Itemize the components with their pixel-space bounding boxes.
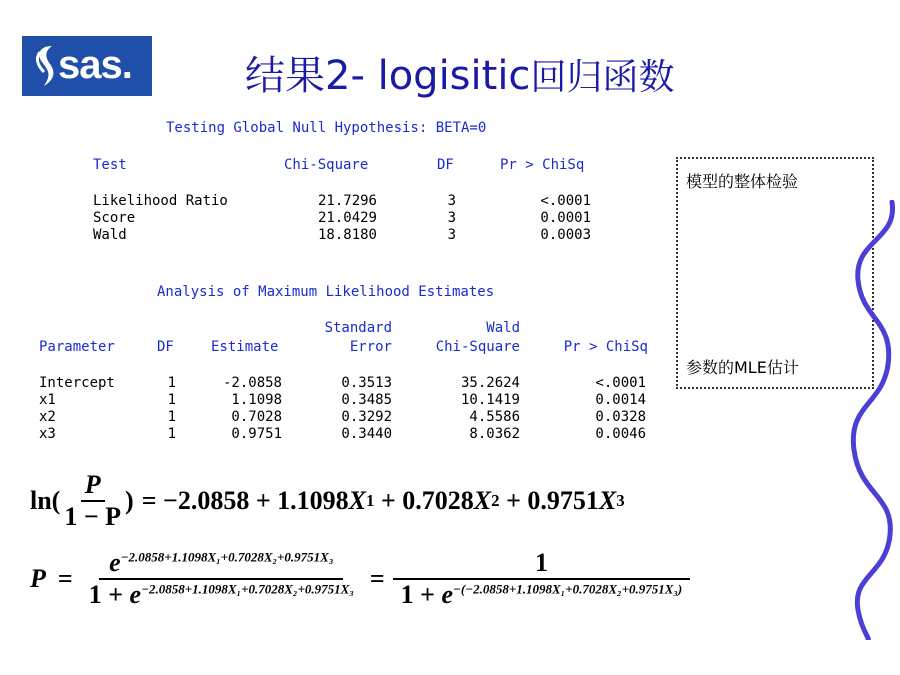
mle-row-est: 0.9751 xyxy=(231,426,282,442)
mle-row-chisq: 35.2624 xyxy=(460,375,520,391)
gt-col-df: DF xyxy=(437,157,454,173)
logit-equation xyxy=(30,470,625,532)
eq1-numerator: P xyxy=(81,470,105,502)
mle-row-est: 0.7028 xyxy=(231,409,282,425)
mle-row-err: 0.3485 xyxy=(341,392,392,408)
eq2-den2-e: e xyxy=(441,579,454,609)
mle-row-pr: 0.0328 xyxy=(595,409,646,425)
mle-row-pr: <.0001 xyxy=(595,375,646,391)
slide-title xyxy=(245,48,674,106)
mle-row-param: x1 xyxy=(39,392,56,408)
eq1-sub1: 1 xyxy=(366,490,375,510)
sas-logo xyxy=(22,36,152,96)
title-suffix: 回归函数 xyxy=(530,57,675,98)
eq1-x2: X xyxy=(473,485,492,515)
mle-col-chisq: Chi-Square xyxy=(435,339,520,355)
eq1-sub3: 3 xyxy=(616,490,625,510)
mle-col-std: Standard xyxy=(324,320,392,336)
mle-row-est: -2.0858 xyxy=(222,375,282,391)
eq1-close: ) xyxy=(125,485,134,515)
eq2-fraction-2 xyxy=(397,548,687,610)
mle-row-pr: 0.0014 xyxy=(595,392,646,408)
mle-col-df: DF xyxy=(157,339,174,355)
mle-row-err: 0.3440 xyxy=(341,426,392,442)
mle-row-err: 0.3292 xyxy=(341,409,392,425)
eq2-exp2: −2.0858+1.1098X₁+0.7028X₂+0.9751X₃ xyxy=(141,581,354,597)
mle-col-param: Parameter xyxy=(39,339,115,355)
eq2-equals-2: = xyxy=(369,563,385,593)
probability-equation xyxy=(30,548,686,610)
mle-row-chisq: 8.0362 xyxy=(469,426,520,442)
eq2-exp3: −(−2.0858+1.1098X₁+0.7028X₂+0.9751X₃) xyxy=(453,581,683,597)
eq1-rhs: = −2.0858 + 1.1098 xyxy=(141,485,349,515)
title-prefix: 结果2- logisitic xyxy=(245,53,531,99)
eq1-term3: + 0.9751 xyxy=(499,485,599,515)
eq1-x1: X xyxy=(348,485,367,515)
mle-row-pr: 0.0046 xyxy=(595,426,646,442)
gt-row-pr: 0.0001 xyxy=(540,210,591,226)
eq2-fraction-1 xyxy=(85,548,358,610)
eq2-den xyxy=(85,580,358,610)
eq2-exp1: −2.0858+1.1098X₁+0.7028X₂+0.9751X₃ xyxy=(120,549,334,565)
mle-heading: Analysis of Maximum Likelihood Estimates xyxy=(157,284,495,300)
logo-text: sas. xyxy=(58,43,132,87)
mle-row-df: 1 xyxy=(167,409,176,425)
eq1-x3: X xyxy=(598,485,617,515)
eq2-den-prefix: 1 + xyxy=(88,579,130,609)
eq1-fraction xyxy=(60,470,125,532)
eq1-term2: + 0.7028 xyxy=(374,485,474,515)
gt-row-pr: <.0001 xyxy=(540,193,591,209)
mle-col-est: Estimate xyxy=(211,339,279,355)
global-test-heading: Testing Global Null Hypothesis: BETA=0 xyxy=(166,120,487,136)
eq1-sub2: 2 xyxy=(491,490,500,510)
gt-row-label: Score xyxy=(93,210,136,226)
gt-col-chisq: Chi-Square xyxy=(284,157,369,173)
eq2-e: e xyxy=(109,548,121,577)
mle-col-err: Error xyxy=(349,339,392,355)
gt-row-df: 3 xyxy=(447,227,456,243)
mle-row-param: x3 xyxy=(39,426,56,442)
mle-row-param: Intercept xyxy=(39,375,115,391)
eq2-lhs: P xyxy=(30,563,46,593)
eq1-denominator: 1 − P xyxy=(64,501,122,531)
gt-col-pr: Pr > ChiSq xyxy=(500,157,585,173)
decorative-wave xyxy=(840,200,900,640)
eq2-equals: = xyxy=(57,563,73,593)
mle-row-param: x2 xyxy=(39,409,56,425)
mle-row-df: 1 xyxy=(167,392,176,408)
eq2-den2-prefix: 1 + xyxy=(400,579,442,609)
eq2-den-e: e xyxy=(129,579,142,609)
gt-row-pr: 0.0003 xyxy=(540,227,591,243)
mle-row-df: 1 xyxy=(167,375,176,391)
eq2-den2 xyxy=(397,580,687,610)
mle-row-chisq: 10.1419 xyxy=(460,392,520,408)
gt-row-chisq: 21.0429 xyxy=(317,210,377,226)
mle-row-df: 1 xyxy=(167,426,176,442)
gt-row-df: 3 xyxy=(447,210,456,226)
mle-col-pr: Pr > ChiSq xyxy=(563,339,648,355)
gt-col-test: Test xyxy=(93,157,127,173)
gt-row-label: Wald xyxy=(93,227,127,243)
gt-row-label: Likelihood Ratio xyxy=(93,193,228,209)
gt-row-chisq: 21.7296 xyxy=(317,193,377,209)
mle-row-est: 1.1098 xyxy=(231,392,282,408)
eq2-num xyxy=(99,548,343,580)
gt-row-chisq: 18.8180 xyxy=(317,227,377,243)
eq2-one: 1 xyxy=(393,548,691,580)
annotation-model-test: 模型的整体检验 xyxy=(686,172,799,191)
sas-swirl-icon xyxy=(32,40,58,92)
mle-col-wald: Wald xyxy=(486,320,520,336)
gt-row-df: 3 xyxy=(447,193,456,209)
annotation-mle-estimate: 参数的MLE估计 xyxy=(686,358,799,377)
mle-row-chisq: 4.5586 xyxy=(469,409,520,425)
eq1-ln: ln( xyxy=(30,485,61,515)
mle-row-err: 0.3513 xyxy=(341,375,392,391)
